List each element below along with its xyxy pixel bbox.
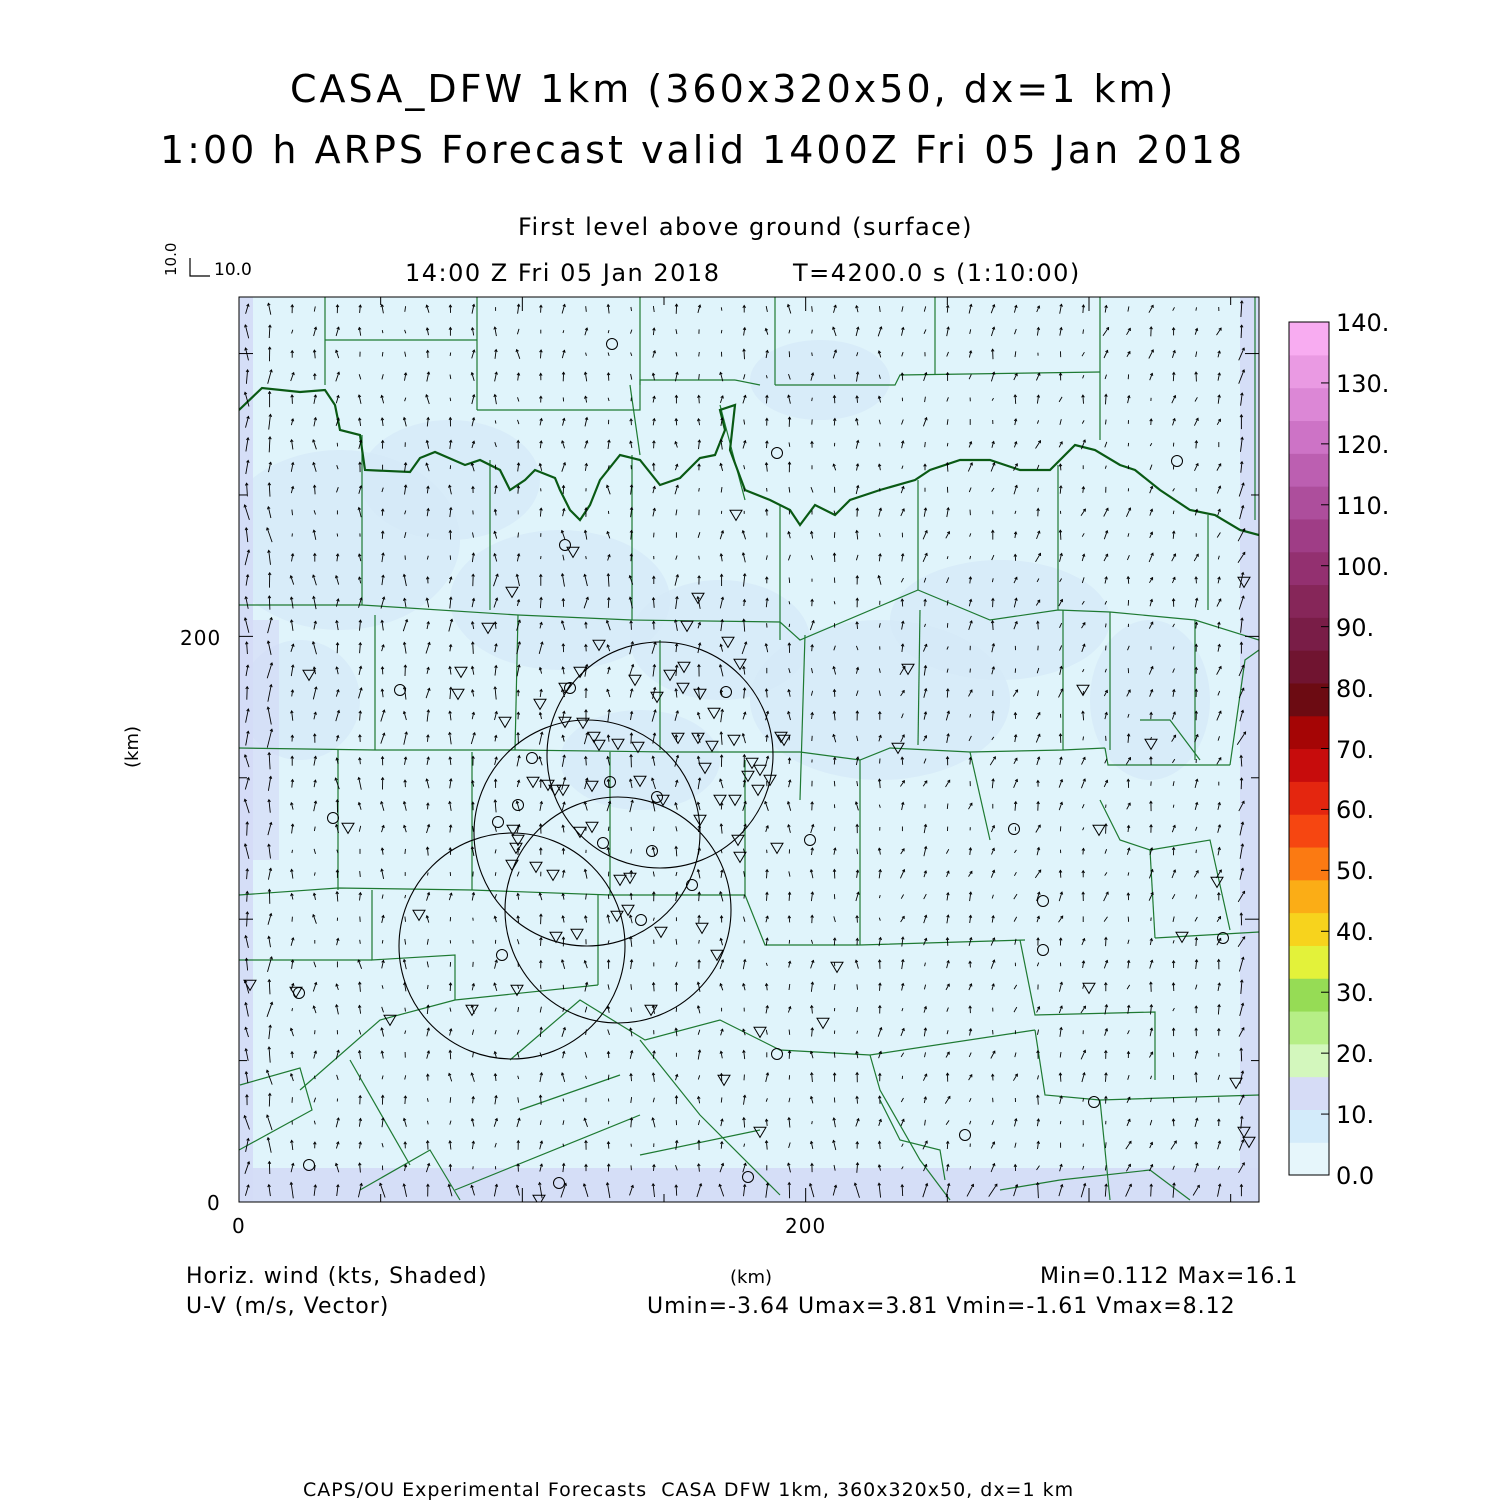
colorbar-label: 10. bbox=[1336, 1103, 1374, 1127]
min-max-stats: Min=0.112 Max=16.1 bbox=[1040, 1266, 1298, 1288]
y-axis-label: (km) bbox=[124, 726, 142, 768]
field-vector-label: U-V (m/s, Vector) bbox=[186, 1296, 389, 1318]
field-shaded-label: Horiz. wind (kts, Shaded) bbox=[186, 1266, 488, 1288]
x-tick-200: 200 bbox=[785, 1216, 826, 1236]
colorbar-label: 70. bbox=[1336, 738, 1374, 762]
colorbar-label: 0.0 bbox=[1336, 1164, 1374, 1188]
colorbar-label: 140. bbox=[1336, 311, 1389, 335]
colorbar-label: 40. bbox=[1336, 920, 1374, 944]
level-label: First level above ground (surface) bbox=[518, 215, 973, 239]
title-line-2: 1:00 h ARPS Forecast valid 1400Z Fri 05 Jan 2018 bbox=[160, 131, 1245, 169]
model-time-label: T=4200.0 s (1:10:00) bbox=[793, 261, 1081, 285]
colorbar-label: 80. bbox=[1336, 677, 1374, 701]
colorbar-label: 50. bbox=[1336, 859, 1374, 883]
colorbar-label: 60. bbox=[1336, 798, 1374, 822]
vector-key-vertical-label: 10.0 bbox=[164, 243, 179, 276]
colorbar-label: 120. bbox=[1336, 433, 1389, 457]
x-axis-label: (km) bbox=[730, 1269, 772, 1287]
vector-key-arrow bbox=[190, 258, 210, 276]
colorbar-label: 30. bbox=[1336, 981, 1374, 1005]
colorbar-label: 20. bbox=[1336, 1042, 1374, 1066]
y-tick-0: 0 bbox=[207, 1193, 221, 1213]
colorbar-label: 100. bbox=[1336, 555, 1389, 579]
colorbar-label: 90. bbox=[1336, 616, 1374, 640]
credit-line: CAPS/OU Experimental Forecasts CASA DFW 1km, 360x320x50, dx=1 km bbox=[303, 1481, 1074, 1500]
y-tick-200: 200 bbox=[180, 628, 221, 648]
title-line-1: CASA_DFW 1km (360x320x50, dx=1 km) bbox=[290, 70, 1176, 108]
x-tick-0: 0 bbox=[232, 1216, 246, 1236]
colorbar bbox=[1289, 322, 1329, 1176]
vector-key-horizontal-label: 10.0 bbox=[214, 262, 252, 279]
colorbar-label: 110. bbox=[1336, 494, 1389, 518]
colorbar-label: 130. bbox=[1336, 372, 1389, 396]
valid-time-label: 14:00 Z Fri 05 Jan 2018 bbox=[405, 261, 720, 285]
uv-stats: Umin=-3.64 Umax=3.81 Vmin=-1.61 Vmax=8.12 bbox=[647, 1296, 1236, 1318]
